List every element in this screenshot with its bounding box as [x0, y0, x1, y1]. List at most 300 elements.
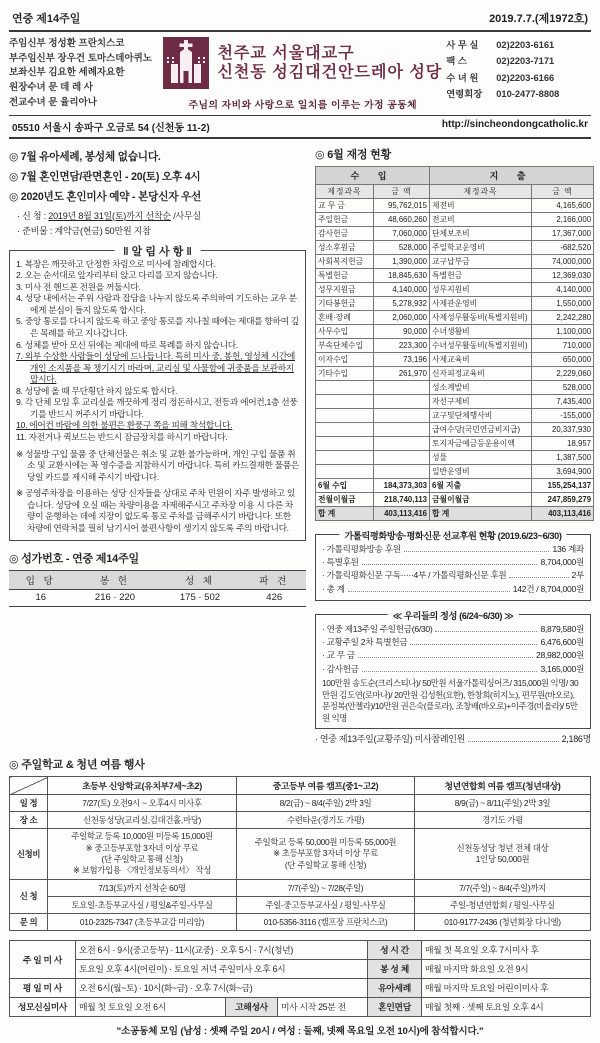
hymn-recessional: 426	[242, 589, 306, 606]
leader-value: 2부	[571, 570, 584, 581]
table-cell: 18,957	[532, 436, 594, 450]
finance-rows	[316, 198, 594, 520]
table-cell: 7,060,000	[374, 226, 430, 240]
contact-label: 연령회장	[446, 88, 483, 99]
diocese-name: 천주교 서울대교구	[217, 44, 355, 62]
sunday-mass-times-1: 오전 6시 · 9시(중고등부) · 11시(교중) · 오후 5시 · 7시(청년)	[76, 940, 368, 959]
dotted-leader	[509, 572, 568, 578]
apply-place-elementary: 토요일-초등부교사실 / 평일&주일-사무실	[48, 896, 237, 913]
leader-label: · 총 계	[322, 583, 345, 594]
table-cell: 3,694,900	[532, 464, 594, 478]
contact-label: 사 무 실	[446, 40, 479, 50]
leader-label: · 가톨릭평화방송 후원	[322, 543, 401, 554]
table-row	[316, 338, 594, 352]
table-cell: 74,000,000	[532, 254, 594, 268]
contact-office	[446, 37, 591, 53]
place-elementary: 신천동성당(교리실,김대건홀,마당)	[48, 812, 237, 829]
table-cell	[316, 450, 374, 464]
mission-support-title: 가톨릭평화방송·평화신문 선교후원 현황 (2019.6/23~6/30)	[339, 528, 566, 542]
table-row	[316, 282, 594, 296]
finance-subheader: 금 액	[374, 184, 430, 198]
table-cell	[316, 408, 374, 422]
table-cell: 혼배·장례	[316, 310, 374, 324]
mission-support-lines	[322, 543, 584, 596]
table-row	[316, 366, 594, 380]
contact-convent	[446, 70, 591, 86]
list-item: 신천동성당 청년 전체 대상	[456, 842, 549, 853]
table-cell: 218,740,113	[374, 492, 430, 506]
announcements-title: ‖ 알 림 사 항 ‖	[114, 243, 201, 259]
fee-youth	[415, 829, 591, 879]
leader-value: 142건 / 8,704,000원	[512, 583, 584, 594]
schedule-elementary: 7/27(토) 오전9시 ~ 오후4시 미사후	[48, 795, 237, 812]
contact-label: 팩 스	[446, 56, 467, 67]
table-cell: 1,387,500	[532, 450, 594, 464]
table-cell: 특별헌금	[316, 268, 374, 282]
offerings-title: ≪ 우리들의 정성 (6/24~6/30) ≫	[388, 608, 519, 622]
table-cell	[374, 408, 430, 422]
leader-value: 136 계좌	[552, 543, 584, 554]
fee-middlehigh	[237, 829, 415, 879]
leader-row	[322, 583, 584, 596]
church-address: 05510 서울시 송파구 오금로 54 (신천동 11-2)	[12, 122, 210, 134]
table-cell	[374, 436, 430, 450]
hymn-col-entrance: 입 당	[9, 570, 73, 589]
table-cell: 사제교육비	[430, 352, 532, 366]
table-cell: 2,060,000	[374, 310, 430, 324]
leader-row	[322, 569, 584, 582]
dotted-leader	[410, 639, 537, 645]
table-cell: 95,762,015	[374, 198, 430, 212]
table-cell	[316, 422, 374, 436]
church-title	[217, 44, 442, 82]
list-item: (단 주일학교 통해 신청)	[284, 859, 367, 870]
left-column	[9, 146, 306, 607]
contact-youth: 010-9177-2436 (청년회장 다니엘)	[415, 913, 591, 930]
hymn-col-communion: 성 체	[157, 570, 242, 589]
table-cell: 7,435,400	[532, 394, 594, 408]
contact-value: 010-2477-8808	[496, 88, 560, 99]
leader-label: · 가톨릭평화신문 구독·····4부 / 가톨릭평화신문 후원	[322, 570, 507, 581]
table-cell: 급여수당(국민연금비지급)	[430, 422, 532, 436]
row-label-place: 장 소	[10, 812, 48, 829]
table-cell: 자선구제비	[430, 394, 532, 408]
table-cell: 일반운영비	[430, 464, 532, 478]
table-cell: 223,300	[374, 338, 430, 352]
right-column	[315, 146, 591, 748]
table-cell	[374, 450, 430, 464]
apply-prefix: · 신 청 :	[17, 210, 49, 221]
table-cell: 부속단체수입	[316, 338, 374, 352]
table-cell: 6월 수입	[316, 478, 374, 492]
weekday-mass-label: 평 일 미 사	[10, 978, 76, 997]
table-row	[316, 212, 594, 226]
leader-row	[322, 649, 584, 662]
list-item: 주일학교 등록 50,000원 미등록 55,000원	[254, 837, 397, 848]
table-cell: 성물	[430, 450, 532, 464]
list-item: 5. 중앙 통로를 다니지 않도록 하고 중앙 통로를 지나칠 때에는 제대를 향하여 깊은 목례를 하고 지나갑니다.	[16, 316, 299, 338]
list-item: ※ 중고등부포함 3자녀 이상 무료	[85, 842, 199, 853]
finance-subheader: 제정과목	[430, 184, 532, 198]
table-row	[316, 478, 594, 492]
hymn-table	[9, 570, 306, 607]
table-cell: 247,859,279	[532, 492, 594, 506]
marriage-interview-label: 혼인면담	[368, 997, 422, 1016]
list-item: 전교수녀 문 율리아나	[9, 96, 97, 108]
contact-value: 02)2203-6166	[496, 72, 555, 83]
table-cell: 2,229,060	[532, 366, 594, 380]
small-community-footer: "소공동체 모임 (남성 : 셋째 주일 20시 / 여성 : 둘째, 넷째 목요일 오전 10시)에 참석합시다."	[116, 1025, 484, 1037]
table-cell	[374, 422, 430, 436]
table-cell: 교 무 금	[316, 198, 374, 212]
apply-place-youth: 주일-청년연합회 / 평일-사무실	[415, 896, 591, 913]
table-cell: 20,337,930	[532, 422, 594, 436]
leader-value: 8,879,580원	[540, 623, 584, 634]
place-middlehigh: 수련타운(경기도 가평)	[237, 812, 415, 829]
list-item: 6. 성체를 받아 모신 뒤에는 제대에 따로 목례를 하지 않습니다.	[16, 339, 238, 350]
contact-middlehigh: 010-5356-3116 (캠프장 프란치스코)	[237, 913, 415, 930]
leader-row	[322, 663, 584, 676]
apply-suffix: /사무실	[170, 210, 201, 221]
list-item: 8. 성당에 올 때 무단횡단 하지 않도록 합시다.	[16, 385, 178, 396]
list-item: ※ 초등부포함 3자녀 이상 무료	[273, 848, 378, 859]
notice-baptism: ◎ 7월 유아세례, 봉성체 없습니다.	[9, 150, 161, 163]
sick-communion-label: 봉 성 체	[368, 959, 422, 978]
table-cell: 90,000	[374, 324, 430, 338]
mission-support-box	[315, 530, 591, 601]
list-item: 7. 외부 수상한 사람들이 성당에 드나듭니다. 특히 미사 중, 봉헌, 영성체 시간에 개인 소지품을 꼭 챙기시기 바라며, 교리실 및 사물함에 귀중품을 보관하지 맙시다.	[16, 351, 296, 385]
table-row	[316, 464, 594, 478]
mass-row-sunday1	[10, 940, 591, 959]
holy-hour-label: 성 시 간	[368, 940, 422, 959]
table-row	[316, 296, 594, 310]
leader-label: · 교황주일 2차 특별헌금	[322, 637, 408, 648]
church-logo-icon	[163, 37, 209, 89]
list-item: 주일학교 등록 10,000원 미등록 15,000원	[71, 831, 213, 842]
mass-row-marian	[10, 997, 591, 1016]
row-label-apply: 신 청	[10, 879, 48, 913]
summer-apply-period-row	[10, 879, 591, 896]
leader-value: 3,165,000원	[540, 663, 584, 674]
table-cell: 5,278,932	[374, 296, 430, 310]
place-youth: 경기도 가평	[415, 812, 591, 829]
hymn-communion: 175 · 502	[157, 589, 242, 606]
table-cell: 184,373,303	[374, 478, 430, 492]
announcements-box	[9, 245, 306, 541]
dotted-leader	[468, 736, 559, 742]
apply-deadline: 2019년 8월 31일(토)까지 선착순	[48, 210, 171, 221]
table-cell: 합 계	[316, 506, 374, 520]
table-cell	[316, 394, 374, 408]
table-row	[316, 380, 594, 394]
table-cell: 성무지원금	[316, 282, 374, 296]
table-row	[316, 408, 594, 422]
table-cell: 650,000	[532, 352, 594, 366]
hymn-offertory: 216 · 220	[73, 589, 158, 606]
donor-list: 100만원 송도순(크리스티나)/ 50만원 서울가톨릭싱어즈/ 315,000원 익명/ 30만원 김도연(로마나)/ 20만원 김성헌(요한), 한창희(히지노), 편무원(바오로), 문정복(안젤라)/10만원 권은숙(플로라), 조창배(바오로)+이주경(비올라)/ 5만원 익명	[322, 678, 579, 723]
table-cell: 2,242,280	[532, 310, 594, 324]
table-row	[316, 506, 594, 520]
list-item: 3. 미사 전 핸드폰 전원을 꺼둡시다.	[16, 281, 141, 292]
table-row	[316, 324, 594, 338]
hymn-values-row	[9, 589, 306, 606]
table-cell: 교구납부금	[430, 254, 532, 268]
leader-value: 2,186명	[561, 734, 591, 745]
table-row	[316, 450, 594, 464]
table-cell: 이자수입	[316, 352, 374, 366]
apply-period-middlehigh: 7/7(주일) ~ 7/28(주일)	[237, 879, 415, 896]
address-bar	[9, 115, 591, 139]
body-columns	[9, 146, 591, 748]
leader-value: 28,982,000원	[535, 650, 584, 661]
summer-schedule-row	[10, 795, 591, 812]
table-cell: 155,254,137	[532, 478, 594, 492]
table-cell: 1,100,000	[532, 324, 594, 338]
row-label-fee: 신청비	[10, 829, 48, 879]
dotted-leader	[348, 585, 510, 591]
hymn-col-offertory: 봉 헌	[73, 570, 158, 589]
table-cell: 4,165,600	[532, 198, 594, 212]
list-item: (단 주일학교 통해 신청)	[101, 854, 183, 865]
list-item: ※ 보험가입용 〈개인정보동의서〉 작성	[72, 865, 211, 876]
table-row	[316, 436, 594, 450]
finance-section-title: ◎ 6월 재정 현황	[315, 148, 392, 161]
list-item: 10. 에어컨 바람에 의한 불편은 환풍구 쪽을 피해 착석합니다.	[16, 420, 233, 431]
list-item: ※ 공영주차장을 이용하는 성당 신자들을 상대로 주차 민원이 자주 발생하고 있습니다. 성당에 오실 때는 차량이용을 자제해주시고 주차장 이용 시 다른 차량이 운행하는 데에 지장이 없도록 통로 주차를 금해주시기 바랍니다. 또한 차량에 연락처를 필히 남기시어 불편사항이 생기지 않도록 주의 바랍니다.	[16, 488, 295, 533]
list-item: 1. 복장은 깨끗하고 단정한 차림으로 미사에 참례합시다.	[16, 258, 216, 269]
contact-list	[446, 37, 591, 111]
summer-col-youth: 청년연합회 여름 캠프(청년대상)	[415, 777, 591, 795]
table-row	[316, 240, 594, 254]
table-cell: 제전비	[430, 198, 532, 212]
contact-label: 수 녀 원	[446, 72, 479, 83]
table-row	[316, 226, 594, 240]
table-cell: 528,000	[374, 240, 430, 254]
marian-mass-time: 매월 첫 토요일 오전 6시	[76, 997, 226, 1016]
list-item: 보좌신부 김요한 세례자요한	[9, 67, 125, 79]
leader-row	[322, 623, 584, 636]
hymn-col-recessional: 파 견	[242, 570, 306, 589]
contact-funeral-chair	[446, 86, 591, 102]
finance-subheader: 금 액	[532, 184, 594, 198]
weekday-mass-times: 오전 6시(월~토) · 10시(화~금) · 오후 7시(화~금)	[76, 978, 368, 997]
table-cell: 수녀성무활동비(특별지원비)	[430, 338, 532, 352]
website-link[interactable]: http://sincheondongcatholic.kr	[441, 118, 588, 130]
list-item: 9. 각 단체 모임 후 교리실을 깨끗하게 정리 정돈하시고, 전등과 에어컨,1층 선풍기를 반드시 꺼주시기 바랍니다.	[16, 397, 298, 419]
infant-baptism-label: 유아세례	[368, 978, 422, 997]
masthead	[9, 32, 591, 115]
liturgical-season: 연중 제14주일	[12, 13, 81, 25]
leader-label: · 연중 제13주일 주일헌금(6/30)	[322, 623, 433, 634]
dotted-leader	[362, 559, 538, 565]
summer-contact-row	[10, 913, 591, 930]
apply-period-elementary: 7/13(토)까지 선착순 60명	[48, 879, 237, 896]
table-row	[316, 254, 594, 268]
contact-value: 02)2203-7171	[496, 56, 555, 67]
table-cell: 4,140,000	[374, 282, 430, 296]
leader-value: 6,476,600원	[540, 637, 584, 648]
sick-communion-time: 매월 마지막 화요일 오전 9시	[422, 959, 591, 978]
table-cell: -155,000	[532, 408, 594, 422]
table-cell	[316, 464, 374, 478]
table-cell: 신자피정교육비	[430, 366, 532, 380]
table-cell: 12,369,030	[532, 268, 594, 282]
apply-place-middlehigh: 주일-중고등부교사실 / 평일-사무실	[237, 896, 415, 913]
table-cell: 수녀생활비	[430, 324, 532, 338]
table-cell: 1,550,000	[532, 296, 594, 310]
list-item: 2. 오는 순서대로 앞자리부터 앉고 다리를 꼬지 않습니다.	[16, 270, 218, 281]
table-cell: 기타수입	[316, 366, 374, 380]
summer-fee-row	[10, 829, 591, 879]
table-cell: 주일학교운영비	[430, 240, 532, 254]
table-cell: 4,140,000	[532, 282, 594, 296]
list-item: 원장수녀 문 데 레 사	[9, 82, 93, 94]
table-cell: 교구및단체행사비	[430, 408, 532, 422]
table-cell: 73,196	[374, 352, 430, 366]
list-item: 4. 성당 내에서는 주위 사람과 잡담을 나누지 않도록 주의하여 기도하는 교우 분에게 분심이 들지 않도록 합시다.	[16, 293, 297, 315]
table-row	[316, 394, 594, 408]
notice-wedding-prep: · 준비물 : 계약금(현금) 50만원 지참	[17, 225, 151, 236]
issue-date: 2019.7.7.(제1972호)	[489, 13, 588, 25]
table-cell: 감사헌금	[316, 226, 374, 240]
table-cell	[374, 464, 430, 478]
table-cell: 48,660,260	[374, 212, 430, 226]
list-item: 부주임신부 장우건 토마스데아퀴노	[9, 52, 152, 64]
mass-schedule-table	[9, 940, 591, 1017]
dotted-leader	[404, 545, 550, 551]
summer-section-title: ◎ 주일학교 & 청년 여름 행사	[9, 759, 145, 772]
leader-row	[322, 543, 584, 556]
table-row	[316, 422, 594, 436]
mass-row-sunday2	[10, 959, 591, 978]
table-cell: 403,113,416	[532, 506, 594, 520]
table-cell: 특별헌금	[430, 268, 532, 282]
table-cell: 17,367,000	[532, 226, 594, 240]
table-cell: 사무수입	[316, 324, 374, 338]
table-cell	[316, 436, 374, 450]
holy-hour-time: 매월 첫 목요일 오후 7시미사 후	[422, 940, 591, 959]
dotted-leader	[435, 626, 537, 632]
notice-wedding-reservation: ◎ 2020년도 혼인미사 예약 - 본당신자 우선	[9, 190, 202, 203]
finance-table	[315, 166, 594, 521]
list-item: 1인당 50,000원	[475, 854, 530, 865]
notice-wedding-apply	[17, 209, 306, 222]
table-cell: 합 계	[430, 506, 532, 520]
dotted-leader	[362, 666, 538, 672]
table-cell: 261,970	[374, 366, 430, 380]
summer-col-elementary: 초등부 신앙학교(유치부7세~초2)	[48, 777, 237, 795]
leader-label: · 특별후원	[322, 556, 359, 567]
list-item: 11. 자전거나 퀵보드는 반드시 잠금장치를 하시기 바랍니다.	[16, 432, 228, 443]
summer-events-table	[9, 776, 591, 930]
diagonal-cell	[10, 777, 48, 795]
infant-baptism-time: 매월 마지막 토요일 어린이미사 후	[422, 978, 591, 997]
mass-row-weekday	[10, 978, 591, 997]
table-cell: 토지자금예금등운용이액	[430, 436, 532, 450]
clergy-list	[9, 37, 159, 111]
table-cell: 성무지원비	[430, 282, 532, 296]
confession-label: 고해성사	[226, 997, 278, 1016]
fee-elementary	[48, 829, 237, 879]
marian-mass-label: 성모신심미사	[10, 997, 76, 1016]
table-cell: 전교비	[430, 212, 532, 226]
leader-row	[322, 556, 584, 569]
summer-place-row	[10, 812, 591, 829]
table-cell: 6월 지출	[430, 478, 532, 492]
table-cell: 18,845,630	[374, 268, 430, 282]
leader-row	[315, 733, 591, 747]
table-cell	[316, 380, 374, 394]
contact-elementary: 010-2325-7347 (초등부교감 미리암)	[48, 913, 237, 930]
masthead-center	[159, 37, 446, 111]
leader-label: · 연중 제13주일(교황주일) 미사참례인원	[315, 734, 466, 745]
table-cell: 전월이월금	[316, 492, 374, 506]
table-cell: 528,000	[532, 380, 594, 394]
sunday-mass-label: 주 일 미 사	[10, 940, 76, 978]
table-cell: 1,390,000	[374, 254, 430, 268]
table-row	[316, 198, 594, 212]
table-cell: 2,166,000	[532, 212, 594, 226]
marriage-interview-time: 매월 첫째 · 셋째 토요일 오후 4시	[422, 997, 591, 1016]
leader-row	[322, 636, 584, 649]
summer-col-middlehigh: 중고등부 여름 캠프(중1~고2)	[237, 777, 415, 795]
table-cell: 사제성무활동비(특별지원비)	[430, 310, 532, 324]
notice-marriage-interview: ◎ 7월 혼인면담/관면혼인 - 20(토) 오후 4시	[9, 170, 201, 183]
leader-label: · 교 무 금	[322, 650, 355, 661]
church-name: 신천동 성김대건안드레아 성당	[217, 64, 443, 81]
table-cell: -682,520	[532, 240, 594, 254]
table-row	[316, 310, 594, 324]
apply-period-youth: 7/7(주일) ~ 8/4(주일)까지	[415, 879, 591, 896]
offerings-box	[315, 610, 591, 730]
leader-label: · 감사헌금	[322, 663, 359, 674]
attendance-line	[315, 733, 591, 747]
schedule-middlehigh: 8/2(금) ~ 8/4(주일) 2박 3일	[237, 795, 415, 812]
finance-subheader: 제정과목	[316, 184, 374, 198]
finance-expense-header: 지 출	[430, 166, 594, 184]
row-label-contact: 문 의	[10, 913, 48, 930]
church-identity	[163, 37, 442, 89]
table-cell: 금월이월금	[430, 492, 532, 506]
table-cell: 주일헌금	[316, 212, 374, 226]
table-cell: 403,113,416	[374, 506, 430, 520]
schedule-youth: 8/9(금) ~ 8/11(주일) 2박 3일	[415, 795, 591, 812]
table-cell: 기타봉헌금	[316, 296, 374, 310]
leader-value: 8,704,000원	[540, 556, 584, 567]
list-item: 주임신부 정성환 프란치스코	[9, 38, 125, 49]
table-cell: 성소후원금	[316, 240, 374, 254]
confession-time: 미사 시작 25분 전	[278, 997, 368, 1016]
table-cell	[374, 394, 430, 408]
table-row	[316, 268, 594, 282]
table-cell	[374, 380, 430, 394]
list-item: ※ 성물방 구입 물품 중 단체선물은 취소 및 교환 불가능하며, 개인 구입 물품 취소 및 교환시에는 꼭 영수증을 지참하시기 바랍니다. 특히 카드결재한 물품은 당일 카드를 제시해 주시기 바랍니다.	[16, 448, 299, 482]
row-label-schedule: 일 정	[10, 795, 48, 812]
table-row	[316, 352, 594, 366]
announcements-extras	[16, 449, 299, 535]
table-cell: 성소계발비	[430, 380, 532, 394]
table-row	[316, 492, 594, 506]
dotted-leader	[358, 652, 533, 658]
church-motto: 주님의 자비와 사랑으로 일치를 이루는 가정 공동체	[188, 99, 418, 111]
table-cell: 단체보조비	[430, 226, 532, 240]
table-cell: 710,000	[532, 338, 594, 352]
summer-apply-place-row	[10, 896, 591, 913]
masthead-top	[9, 8, 591, 32]
sunday-mass-times-2: 토요일 오후 4시(어린이) · 토요일 저녁 주일미사 오후 6시	[76, 959, 368, 978]
contact-value: 02)2203-6161	[496, 40, 555, 50]
announcements-list	[16, 259, 299, 444]
